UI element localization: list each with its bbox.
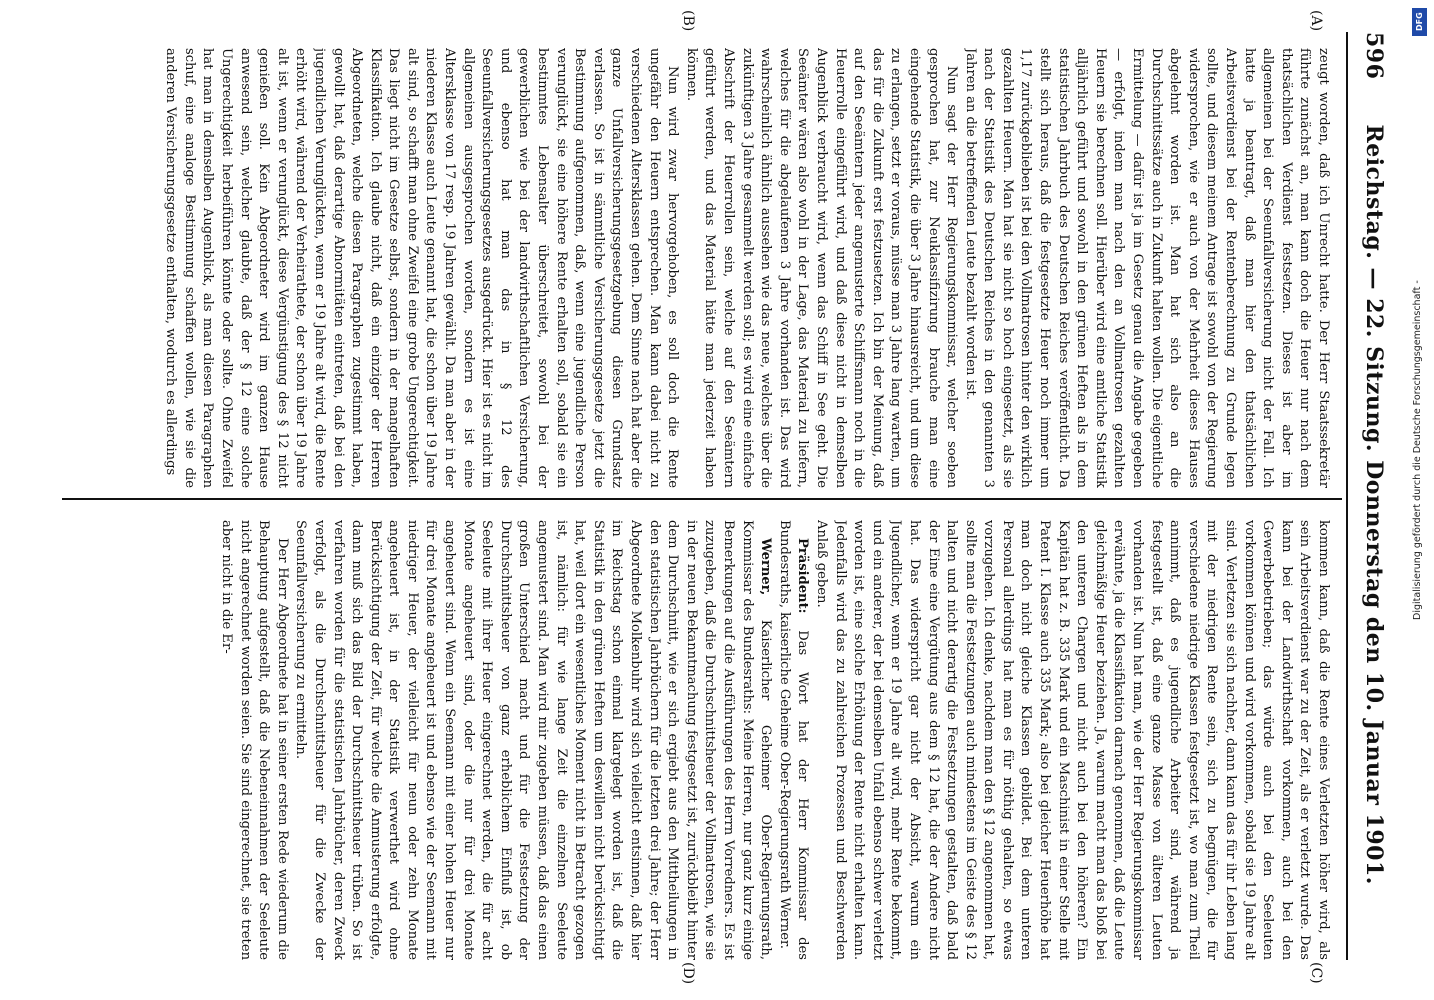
page-number: 596	[1361, 32, 1387, 80]
margin-mark-b: (B)	[680, 10, 696, 32]
left-paragraph-2: Nun sagt der Herr Regierungskommissar, welcher soeben gesprochen hat, zur Neuklassifizirung brauche man eine eingehende Statistik, die über 3 Jahre hinausreicht, und um diese zu erlangen, setzt er voraus, müsse man 3 Jahre lang warten, um das für die Zukunft erst festzusetzen. Ich bin der Meinung, daß auf den Seeämtern jeder angemusterte Schiffsmann noch in die Heuerrolle eingeführt wird, und daß diese nicht in demselben Augenblick verbraucht wird, wenn das Schiff in See geht. Die Seeämter wären also wohl in der Lage, das Material zu liefern, welches für die abgelaufenen 3 Jahre vorhanden ist. Das wird wahrscheinlich ähnlich aussehen wie das neue, welches über die zukünftigen 3 Jahre gesammelt werden soll; es wird eine einfache Abschrift der Heuerrollen sein, welche auf den Seeämtern geführt werden, und das Material hätte man jederzeit haben können.	[683, 48, 960, 488]
digitization-note	[1404, 0, 1434, 1000]
right-paragraph-3	[291, 520, 774, 960]
left-paragraph-1: zeugt worden, daß ich Unrecht hatte. Der Herr Staatssekretär führte zunächst an, man kann doch die Heuer nur nach dem thatsächlichen Verdienst festsetzen. Dieses ist aber im allgemeinen bei der Seeunfallversicherung nicht der Fall. Ich hatte ja beantragt, daß man hier den thatsächlichen Arbeitsverdienst bei der Rentenberechnung zu Grunde legen sollte, und diesem meinem Antrage ist sowohl von der Regierung widersprochen, wie er auch von der Mehrheit dieses Hauses abgelehnt worden ist. Man hat sich also an die Durchschnittssätze auch in Zukunft halten wollen. Die eigentliche Ermittelung — dafür ist ja im Gesetz genau die Angabe gegeben — erfolgt, indem man nach den an Vollmatrosen gezahlten Heuern sie berechnen soll. Hierüber wird eine amtliche Statistik alljährlich geführt und sowohl in den grünen Heften als in dem statistischen Jahrbuch des Deutschen Reiches veröffentlicht. Da stellt sich heraus, daß die festgesetzte Heuer noch immer um 1,17 zurückgeblieben ist bei den Vollmatrosen hinter den wirklich gezahlten Heuern. Man hat sie nicht so hoch eingesetzt, als sie nach der Statistik des Deutschen Reiches in den genannten 3 Jahren an die betreffenden Leute bezahlt worden ist.	[962, 48, 1331, 488]
digitization-note-text: Digitalisierung gefördert durch die Deutsche Forschungsgemeinschaft -	[1412, 280, 1423, 620]
dfg-logo: DFG	[1412, 8, 1427, 36]
right-paragraph-2	[774, 520, 811, 960]
right-column	[62, 520, 1332, 960]
margin-mark-c: (C)	[1308, 962, 1324, 984]
margin-mark-a: (A)	[1308, 10, 1324, 32]
speaker-label-werner: Werner,	[758, 538, 774, 596]
page-title: Reichstag. — 22. Sitzung. Donnerstag den 10. Januar 1901.	[1361, 124, 1387, 885]
right-paragraph-2-text: Das Wort hat der Herr Kommissar des Bundesraths, kaiserliche Geheime Ober-Regierungsrath Werner.	[776, 520, 811, 960]
page-header	[1348, 32, 1400, 960]
right-paragraph-4: Der Herr Abgeordnete hat in seiner ersten Rede wiederum die Behauptung aufgestellt, daß die Nebeneinnahmen der Seeleute nicht angerechnet worden seien. Sie sind eingerechnet, sie treten aber nicht in die Er-	[218, 520, 290, 960]
column-divider	[62, 498, 1342, 500]
document-page	[56, 0, 1416, 1000]
right-paragraph-3-text: Kaiserlicher Geheimer Ober-Regierungsrath, Kommissar des Bundesraths: Meine Herren, nur ganz kurz einige Bemerkungen auf die Ausführungen des Herrn Vorredners. Es ist zuzugeben, daß die Durchschnittsheuer der Vollmatrosen, wie sie in der neuen Bekanntmachung festgesetzt ist, zurückbleibt hinter dem Durchschnitt, wie er sich ergiebt aus den Mittheilungen in den statistischen Jahrbüchern für die letzten drei Jahre; der Herr Abgeordnete Molkenbuhr wird sich vielleicht entsinnen, daß hier im Reichstag schon einmal klargelegt worden ist, daß die Statistik in den grünen Heften um deswillen nicht berücksichtigt hat, weil dort ein wesentliches Moment nicht in Betracht gezogen ist, nämlich: für wie lange Zeit die einzelnen Seeleute angemustert sind. Man wird mir zugeben müssen, daß das einen großen Unterschied macht und für die Festsetzung der Durchschnittsheuer von ganz erheblichem Einfluß ist, ob Seeleute mit ihrer Heuer eingerechnet werden, die für acht Monate angeheuert sind, oder die nur für drei Monate angeheuert sind. Wenn ein Seemann mit einer hohen Heuer nur für drei Monate angeheuert ist und ebenso wie der Seemann mit niedriger Heuer, der vielleicht für neun oder zehn Monate angeheuert ist, in der Statistik verwerthet wird ohne Berücksichtigung der Zeit, für welche die Anmusterung erfolgte, dann muß sich das Bild der Durchschnittsheuer trüben. So ist verfahren worden für die statistischen Jahrbücher, deren Zweck verfolgt, als die Durchschnittsheuer für die Zwecke der Seeunfallversicherung zu ermitteln.	[293, 520, 774, 960]
margin-mark-d: (D)	[680, 962, 696, 985]
left-column	[62, 48, 1332, 488]
speaker-label-president: Präsident:	[795, 538, 811, 614]
right-paragraph-1: kommen kann, daß die Rente eines Verletzten höher wird, als sein Arbeitsverdienst war zu der Zeit, als er verletzt wurde. Das kann bei der Landwirthschaft vorkommen, auch bei den Gewerbebetrieben; das würde auch bei den Seeleuten vorkommen können und wird vorkommen, sobald sie 19 Jahre alt sind. Verletzen sie sich nachher, dann kann das für ihr Leben lang mit der niedrigen Rente sein, sich zu begnügen, die für verschiedene niedrige Klassen festgesetzt ist, wo man zum Theil annimmt, daß es jugendliche Arbeiter sind, während ja festgestellt ist, daß eine ganze Masse von älteren Leuten vorhanden ist. Nun hat man, wie der Herr Regierungskommissar erwähnte, ja die Klassifikation darnach genommen, daß die Leute gleichmäßige Heuer beziehen. Ja, warum macht man das bloß bei den unteren Chargen und nicht auch bei den höheren? Ein Kapitän hat z. B. 335 Mark und ein Maschinist in einer Stelle mit Patent I. Klasse auch 335 Mark; also bei gleicher Heuerhöhe hat man doch nicht gleiche Klassen gebildet. Bei dem unteren Personal allerdings hat man es für nöthig gehalten, so etwas vorzugehen. Ich denke, nachdem man den § 12 angenommen hat, sollte man die Festsetzungen auch mindestens im Geiste des § 12 halten und nicht derartig die Festsetzungen gestalten, daß bald der Eine eine Vergütung aus dem § 12 hat, die der Andere nicht hat. Das widerspricht gar nicht der Absicht, warum ein Jugendlicher, wenn er 19 Jahre alt wird, mehr Rente bekommt, und ein anderer, der bei demselben Unfall ebenso schwer verletzt worden ist, eine solche Erhöhung der Rente nicht erhalten kann. Jedenfalls wird das zu zahlreichen Prozessen und Beschwerden Anlaß geben.	[813, 520, 1331, 960]
header-rule	[1346, 32, 1348, 960]
left-paragraph-3: Nun wird zwar hervorgehoben, es soll doch die Rente ungefähr den Heuern entsprechen. Man kann dabei nicht zu verschiedenen Altersklassen gehen. Dem Sinne nach hat aber die ganze Unfallversicherungsgesetzgebung diesen Grundsatz verlassen. So ist in sämmtliche Versicherungsgesetze jetzt die Bestimmung aufgenommen, daß, wenn eine jugendliche Person verunglückt, sie eine höhere Rente erhalten soll, sobald sie ein bestimmtes Lebensalter überschreitet, sowohl bei der gewerblichen wie bei der landwirthschaftlichen Versicherung, und ebenso hat man das in § 12 des Seeunfallversicherungsgesetzes ausgedrückt. Hier ist es nicht im allgemeinen ausgesprochen worden, sondern es ist eine Altersklasse von 17 resp. 19 Jahren gewählt. Da man aber in der niederen Klasse auch Leute genannt hat, die schon über 19 Jahre alt sind, so schafft man ohne Zweifel eine grobe Ungerechtigkeit. Das liegt nicht im Gesetze selbst, sondern in der mangelhaften Klassifikation. Ich glaube nicht, daß ein einziger der Herren Abgeordneten, welche diesen Paragraphen zugestimmt haben, gewollt hat, daß derartige Abnormitäten eintreten, daß bei den jugendlichen Verunglückten, wenn er 19 Jahre alt wird, die Rente erhöht wird, während der Verheirathete, der schon über 19 Jahre alt ist, wenn er verunglückt, diese Vergünstigung des § 12 nicht genießen soll. Kein Abgeordneter wird im ganzen Hause anwesend sein, welcher glaubte, daß der § 12 eine solche Ungerechtigkeit herbeiführen könnte oder sollte. Ohne Zweifel hat man in demselben Augenblick, als man diesen Paragraphen schuf, eine analoge Bestimmung schaffen wollen, wie sie die anderen Versicherungsgesetze enthalten, wodurch es allerdings	[163, 48, 681, 488]
